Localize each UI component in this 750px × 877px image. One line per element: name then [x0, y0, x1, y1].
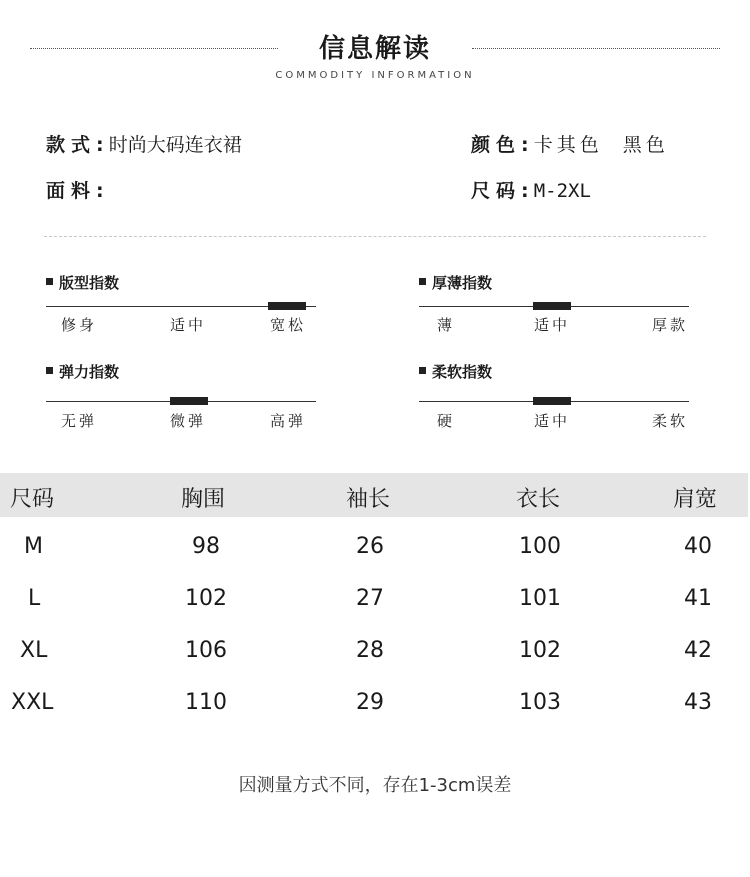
info-style-colon: : [96, 134, 104, 156]
size-table-cell: 98 [192, 534, 220, 559]
fit-index-option: 宽松 [270, 316, 307, 334]
size-table-cell: 43 [684, 690, 712, 715]
size-table-cell: 101 [519, 586, 561, 611]
thickness-index-marker [533, 302, 571, 310]
size-table-cell: 26 [356, 534, 384, 559]
thickness-index-title-text: 厚薄指数 [432, 274, 493, 292]
thickness-index-option: 薄 [437, 316, 456, 334]
softness-index-marker [533, 397, 571, 405]
info-fabric [46, 176, 104, 203]
page-title: 信息解读 [318, 34, 431, 64]
softness-index-option: 柔软 [652, 412, 689, 430]
size-table-header-cell: 袖长 [346, 487, 391, 512]
elasticity-index-marker [170, 397, 208, 405]
elasticity-index-option: 微弹 [170, 412, 207, 430]
elasticity-index-title-text: 弹力指数 [59, 363, 120, 381]
size-table-cell: L [28, 586, 41, 611]
info-style-value: 时尚大码连衣裙 [108, 134, 242, 156]
info-style-label: 款式 [46, 134, 97, 156]
elasticity-index-option: 高弹 [270, 412, 307, 430]
size-table-header-cell: 尺码 [10, 487, 55, 512]
size-table-cell: 102 [185, 586, 227, 611]
bullet-square-icon [46, 367, 53, 374]
softness-index-title [419, 361, 492, 382]
info-fabric-label: 面料 [46, 180, 97, 202]
info-size-value: M-2XL [533, 180, 591, 202]
info-style [46, 130, 242, 157]
size-table-header-cell: 胸围 [181, 487, 226, 512]
size-table-cell: 29 [356, 690, 384, 715]
info-color-value: 卡其色 黑色 [533, 134, 669, 156]
bullet-square-icon [419, 278, 426, 285]
info-size-colon: : [521, 180, 529, 202]
info-size-label: 尺码 [471, 180, 522, 202]
softness-index-option: 适中 [534, 412, 571, 430]
size-table-cell: 27 [356, 586, 384, 611]
info-divider [44, 236, 706, 237]
page-subtitle: COMMODITY INFORMATION [275, 70, 475, 81]
measurement-note: 因测量方式不同，存在1-3cm误差 [238, 775, 512, 796]
fit-index-option: 修身 [61, 316, 98, 334]
size-table-cell: 100 [519, 534, 561, 559]
fit-index-marker [268, 302, 306, 310]
size-table-cell: XL [20, 638, 48, 663]
thickness-index-option: 适中 [534, 316, 571, 334]
size-table-header-cell: 肩宽 [673, 487, 718, 512]
bullet-square-icon [419, 367, 426, 374]
elasticity-index-option: 无弹 [61, 412, 98, 430]
size-table-cell: 40 [684, 534, 712, 559]
info-size [471, 176, 591, 203]
size-table-cell: 42 [684, 638, 712, 663]
thickness-index-option: 厚款 [652, 316, 689, 334]
size-table-cell: 106 [185, 638, 227, 663]
info-color-label: 颜色 [471, 134, 522, 156]
info-color [471, 130, 669, 157]
size-table-cell: 110 [185, 690, 227, 715]
elasticity-index-title [46, 361, 119, 382]
fit-index-title-text: 版型指数 [59, 274, 120, 292]
fit-index-title [46, 272, 119, 293]
size-table-cell: 102 [519, 638, 561, 663]
size-table-cell: XXL [11, 690, 54, 715]
info-fabric-colon: : [96, 180, 104, 202]
bullet-square-icon [46, 278, 53, 285]
size-table-cell: 41 [684, 586, 712, 611]
softness-index-option: 硬 [437, 412, 456, 430]
size-table-cell: M [24, 534, 43, 559]
fit-index-option: 适中 [170, 316, 207, 334]
size-table-header-cell: 衣长 [516, 487, 561, 512]
thickness-index-title [419, 272, 492, 293]
info-color-colon: : [521, 134, 529, 156]
softness-index-title-text: 柔软指数 [432, 363, 493, 381]
size-table-cell: 103 [519, 690, 561, 715]
size-table-cell: 28 [356, 638, 384, 663]
